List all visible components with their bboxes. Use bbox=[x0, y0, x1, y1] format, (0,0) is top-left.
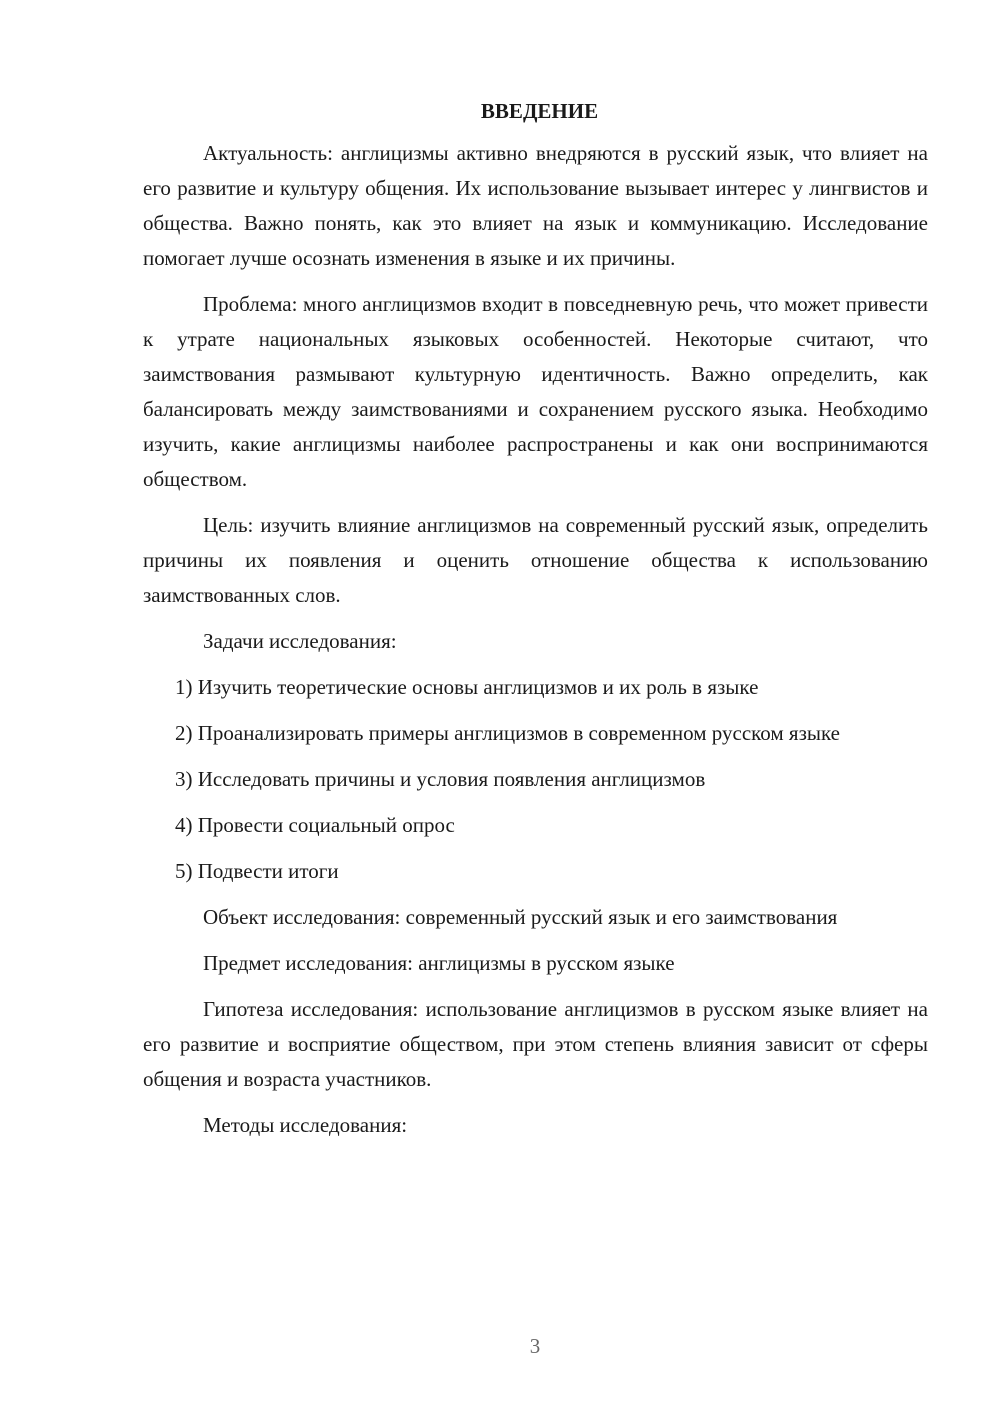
task-item-4: 4) Провести социальный опрос bbox=[175, 813, 455, 837]
task-item-2: 2) Проанализировать примеры англицизмов в современном русском языке bbox=[175, 721, 840, 745]
paragraph-subject: Предмет исследования: англицизмы в русском языке bbox=[203, 951, 675, 975]
page-content bbox=[143, 96, 928, 1154]
paragraph-tasks-heading: Задачи исследования: bbox=[203, 629, 397, 653]
paragraph-problem: Проблема: много англицизмов входит в повседневную речь, что может привести к утрате национальных языковых особенностей. Некоторые считают, что заимствования размывают культурную идентичность. Важно определить, как балансировать между заимствованиями и сохранением русского языка. Необходимо изучить, какие англицизмы наиболее распространены и как они воспринимаются обществом. bbox=[143, 292, 928, 491]
paragraph-object: Объект исследования: современный русский язык и его заимствования bbox=[203, 905, 838, 929]
task-item-1: 1) Изучить теоретические основы англицизмов и их роль в языке bbox=[175, 675, 759, 699]
paragraph-relevance: Актуальность: англицизмы активно внедряются в русский язык, что влияет на его развитие и культуру общения. Их использование вызывает интерес у лингвистов и общества. Важно понять, как это влияет на язык и коммуникацию. Исследование помогает лучше осознать изменения в языке и их причины. bbox=[143, 141, 928, 270]
task-item-5: 5) Подвести итоги bbox=[175, 859, 339, 883]
paragraph-hypothesis: Гипотеза исследования: использование англицизмов в русском языке влияет на его развитие и восприятие обществом, при этом степень влияния зависит от сферы общения и возраста участников. bbox=[143, 997, 928, 1091]
paragraph-methods: Методы исследования: bbox=[203, 1113, 408, 1137]
task-item-3: 3) Исследовать причины и условия появления англицизмов bbox=[175, 767, 706, 791]
paragraph-goal: Цель: изучить влияние англицизмов на современный русский язык, определить причины их появления и оценить отношение общества к использованию заимствованных слов. bbox=[143, 513, 928, 607]
page-number: 3 bbox=[529, 1334, 541, 1358]
section-title: ВВЕДЕНИЕ bbox=[480, 99, 599, 123]
